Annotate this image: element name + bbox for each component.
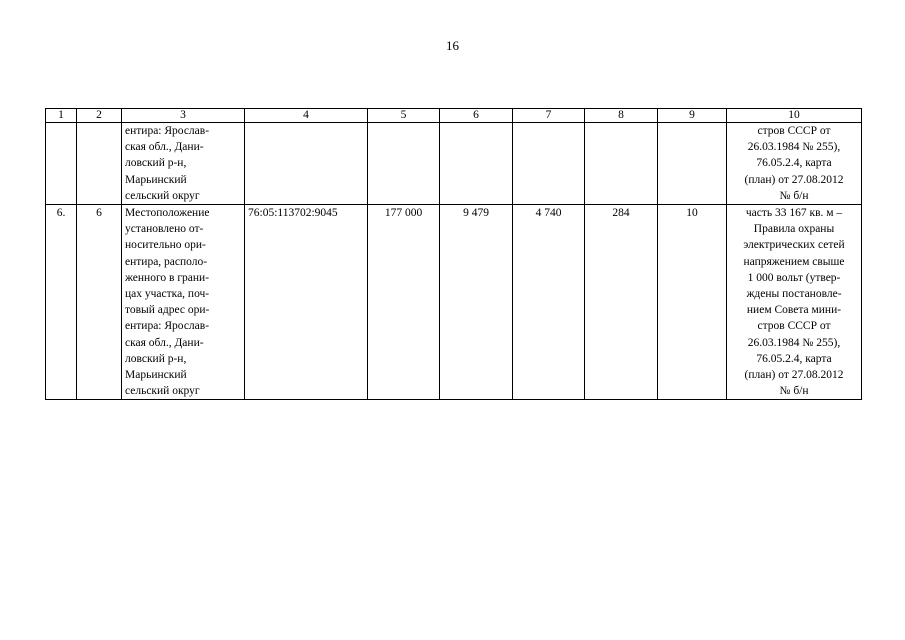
- land-plots-table: [45, 108, 862, 400]
- cell-value-col-6: [440, 123, 513, 205]
- cell-text-line: ловский р-н,: [125, 157, 187, 170]
- cell-encumbrance-description: [727, 205, 862, 400]
- cell-value-col-6: [440, 205, 513, 400]
- cell-text-line: ентира: Ярослав-: [125, 320, 210, 333]
- header-cell: 1: [46, 109, 77, 123]
- cell-cadastral-number: [245, 123, 368, 205]
- cell-text-line: Марьинский: [125, 369, 187, 382]
- header-cell: 10: [727, 109, 862, 123]
- cell-value-col-7: [513, 123, 585, 205]
- cell-text-line: носительно ори-: [125, 239, 206, 252]
- cell-text-line: 76.05.2.4, карта: [756, 157, 832, 170]
- cell-text-line: сельский округ: [125, 189, 200, 202]
- cell-text-line: Местоположение: [125, 207, 210, 220]
- cell-text-line: установлено от-: [125, 223, 204, 236]
- cell-text-line: ловский р-н,: [125, 352, 187, 365]
- header-cell: 2: [77, 109, 122, 123]
- cell-value-col-8: [585, 205, 658, 400]
- cell-location-description: [122, 205, 245, 400]
- table-row: [46, 205, 862, 400]
- cell-text-line: 9 479: [463, 207, 489, 220]
- header-cell: 6: [440, 109, 513, 123]
- cell-text-line: (план) от 27.08.2012: [744, 369, 844, 382]
- cell-text-line: ентира, располо-: [125, 255, 208, 268]
- cell-text-line: нием Совета мини-: [746, 304, 842, 317]
- cell-text-line: Правила охраны: [753, 223, 835, 236]
- cell-text-line: цах участка, поч-: [125, 288, 210, 301]
- cell-text-line: 76.05.2.4, карта: [756, 352, 832, 365]
- cell-text-line: № б/н: [779, 385, 809, 398]
- cell-text-line: 6.: [56, 207, 66, 220]
- cell-text-line: ждены постановле-: [746, 288, 842, 301]
- cell-text-line: № б/н: [779, 189, 809, 202]
- header-cell: 3: [122, 109, 245, 123]
- cell-text-line: Марьинский: [125, 173, 187, 186]
- header-cell: 9: [658, 109, 727, 123]
- cell-text-line: 6: [96, 207, 102, 220]
- page-number: 16: [446, 38, 459, 53]
- cell-text-line: 1 000 вольт (утвер-: [747, 271, 841, 284]
- cell-text-line: напряжением свыше: [743, 255, 845, 268]
- cell-value-col-8: [585, 123, 658, 205]
- cell-text-line: 26.03.1984 № 255),: [747, 336, 841, 349]
- table-row: [46, 123, 862, 205]
- header-cell: 4: [245, 109, 368, 123]
- cell-text-line: 26.03.1984 № 255),: [747, 141, 841, 154]
- cell-encumbrance-description: [727, 123, 862, 205]
- cell-area-value: [368, 123, 440, 205]
- cell-text-line: 177 000: [384, 207, 423, 220]
- header-cell: 8: [585, 109, 658, 123]
- cell-row-number: [46, 123, 77, 205]
- cell-text-line: ская обл., Дани-: [125, 141, 204, 154]
- cell-text-line: стров СССР от: [757, 320, 831, 333]
- cell-text-line: стров СССР от: [757, 125, 831, 137]
- cell-text-line: (план) от 27.08.2012: [744, 173, 844, 186]
- cell-text-line: женного в грани-: [125, 271, 210, 284]
- cell-value-col-9: [658, 205, 727, 400]
- cell-value-col-7: [513, 205, 585, 400]
- cell-text-line: 4 740: [535, 207, 562, 220]
- cell-text-line: 76:05:113702:9045: [248, 207, 338, 220]
- cell-text-line: 10: [686, 207, 698, 220]
- cell-text-line: сельский округ: [125, 385, 200, 398]
- cell-area-value: [368, 205, 440, 400]
- table-header-row: [46, 109, 862, 123]
- cell-text-line: ская обл., Дани-: [125, 336, 204, 349]
- cell-cadastral-number: [245, 205, 368, 400]
- cell-value-col-9: [658, 123, 727, 205]
- cell-text-line: товый адрес ори-: [125, 304, 210, 317]
- cell-row-number: [46, 205, 77, 400]
- table-body: [46, 123, 862, 400]
- cell-text-line: часть 33 167 кв. м –: [745, 207, 843, 220]
- cell-text-line: ентира: Ярослав-: [125, 125, 210, 137]
- header-cell: 5: [368, 109, 440, 123]
- header-cell: 7: [513, 109, 585, 123]
- cell-plot-index: [77, 205, 122, 400]
- cell-text-line: 284: [612, 207, 630, 220]
- cell-plot-index: [77, 123, 122, 205]
- cell-location-description: [122, 123, 245, 205]
- cell-text-line: электрических сетей: [743, 239, 845, 252]
